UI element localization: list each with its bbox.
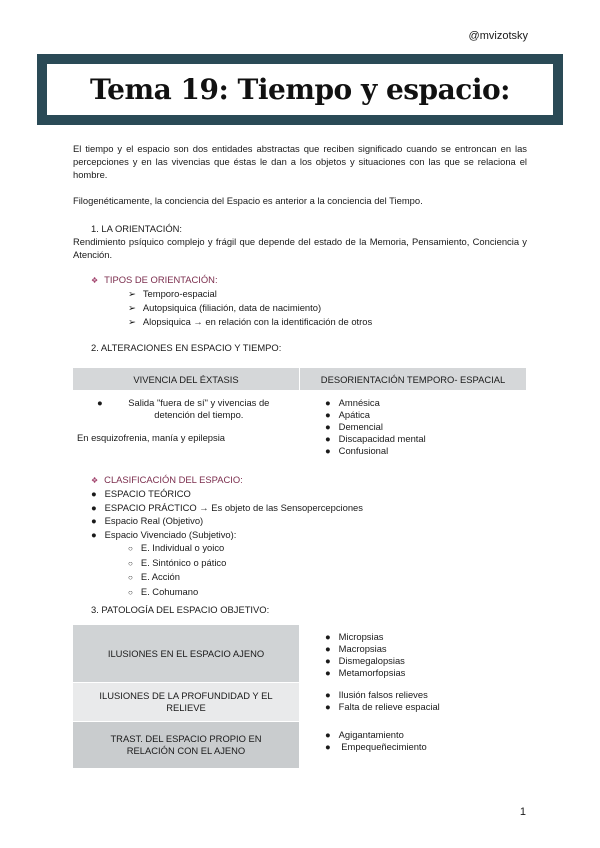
circle-bullet-icon: ○ [128,544,133,553]
list-item-text: Amnésica [338,397,380,408]
page-title: Tema 19: Tiempo y espacio: [90,73,510,106]
bullet-icon: ● [325,409,331,420]
list-item [325,643,405,655]
list-item [325,445,426,457]
list-item-text: Dismegalopsias [338,655,405,666]
list-item [325,397,426,409]
bullet-icon: ● [325,655,331,666]
list-item [325,421,426,433]
tipos-item-text: Temporo-espacial [142,288,217,299]
list-item [91,487,363,501]
bullet-icon: ● [325,689,331,700]
desorientacion-list [325,397,426,457]
title-panel [47,64,553,115]
circle-bullet-icon: ○ [128,587,133,597]
bullet-icon: ● [325,445,331,456]
extasis-note: En esquizofrenia, manía y epilepsia [77,432,226,443]
list-item-text: Confusional [338,445,389,456]
bullet-icon: ● [325,643,331,654]
list-item [325,667,405,679]
section1-text: Rendimiento psíquico complejo y frágil que depende del estado de la Memoria, Pensamiento, Conciencia y Atención. [73,236,527,260]
list-item [128,585,226,600]
section1-heading: 1. LA ORIENTACIÓN: [91,223,182,234]
bullet-icon: ● [325,729,331,740]
arrow-bullet-icon: ➢ [128,288,136,299]
table-header-desorientacion: DESORIENTACIÓN TEMPORO- ESPACIAL [300,368,526,390]
bullet-icon: ● [91,528,97,540]
list-item-text: E. Individual o yoico [140,542,225,553]
clasificacion-list [91,487,363,541]
tipos-item [128,287,217,300]
list-item-text: Empequeñecimiento [338,741,427,752]
list-item-text: E. Acción [140,571,180,582]
list-item [91,528,363,542]
bullet-icon: ● [91,488,97,499]
bullet-icon: ● [91,501,97,513]
list-item-text: Demencial [338,421,383,432]
tipos-item-text: Alopsiquica → en relación con la identificación de otros [142,316,373,327]
list-item [325,729,427,741]
author-handle: @mvizotsky [468,30,528,42]
list-item-text: E. Sintónico o pático [140,556,227,568]
bullet-icon: ● [325,433,331,444]
arrow-bullet-icon: ➢ [128,316,136,327]
section3-heading: 3. PATOLOGÍA DEL ESPACIO OBJETIVO: [91,604,270,615]
patologia-label: ILUSIONES EN EL ESPACIO AJENO [73,625,299,682]
list-item-text: Agigantamiento [338,729,404,740]
patologia-label: TRAST. DEL ESPACIO PROPIO EN RELACIÓN CON EL AJENO [73,722,299,768]
list-item [91,514,363,528]
list-item-text: Metamorfopsias [338,667,406,678]
list-item-text: Espacio Vivenciado (Subjetivo): [104,528,237,540]
clasificacion-sublist [128,541,226,599]
patologia-items [325,729,427,753]
list-item [325,655,405,667]
table-header-extasis: VIVENCIA DEL ÉXTASIS [73,368,299,390]
list-item-text: E. Cohumano [140,585,199,597]
circle-bullet-icon: ○ [128,573,133,582]
tipos-item [128,315,372,328]
list-item-text: Macropsias [338,643,387,654]
list-item [325,409,426,421]
arrow-bullet-icon: ➢ [128,302,136,313]
clasificacion-heading [91,473,243,487]
bullet-icon: ● [91,515,97,526]
tipos-heading [91,273,218,287]
diamond-bullet-icon: ❖ [91,476,99,485]
list-item-text: ESPACIO TEÓRICO [104,488,191,499]
title-frame [37,54,563,125]
patologia-label: ILUSIONES DE LA PROFUNDIDAD Y EL RELIEVE [73,683,299,721]
list-item-text: Discapacidad mental [338,433,426,444]
patologia-items [325,689,440,713]
patologia-items [325,631,405,679]
list-item [325,741,427,753]
list-item [325,701,440,713]
bullet-icon: ● [325,397,331,408]
bullet-icon: ● [325,701,331,712]
tipos-item-text: Autopsiquica (filiación, data de nacimiento) [142,302,322,313]
tipos-item [128,301,321,314]
extasis-bullet [97,397,287,421]
bullet-icon: ● [325,421,331,432]
list-item [128,541,226,556]
list-item-text: Espacio Real (Objetivo) [104,515,204,526]
list-item [325,433,426,445]
bullet-icon: ● [325,667,331,678]
list-item-text: Micropsias [338,631,384,642]
intro-paragraph: El tiempo y el espacio son dos entidades abstractas que reciben significado cuando se entroncan en las percepciones y en las vivencias que éstas le dan a los objetos y situaciones con las que se relaciona el hombre. [73,143,527,180]
diamond-bullet-icon: ❖ [91,276,99,285]
section2-heading: 2. ALTERACIONES EN ESPACIO Y TIEMPO: [91,342,282,353]
extasis-bullet-text: Salida "fuera de sí" y vivencias de detención del tiempo. [128,397,270,420]
bullet-icon: ● [97,397,103,408]
list-item-text: Falta de relieve espacial [338,701,440,712]
filogenia-paragraph: Filogenéticamente, la conciencia del Espacio es anterior a la conciencia del Tiempo. [73,195,423,206]
bullet-icon: ● [325,741,331,752]
tipos-heading-text: TIPOS DE ORIENTACIÓN: [104,274,218,285]
list-item-text: Apática [338,409,370,420]
list-item-text: ESPACIO PRÁCTICO → Es objeto de las Sensopercepciones [104,501,363,513]
list-item [91,501,363,515]
list-item [128,556,226,571]
bullet-icon: ● [325,631,331,642]
circle-bullet-icon: ○ [128,558,133,568]
clasificacion-heading-text: CLASIFICACIÓN DEL ESPACIO: [104,474,243,485]
page-number: 1 [519,806,526,818]
list-item [325,689,440,701]
list-item-text: Ilusión falsos relieves [338,689,428,700]
list-item [128,570,226,585]
list-item [325,631,405,643]
